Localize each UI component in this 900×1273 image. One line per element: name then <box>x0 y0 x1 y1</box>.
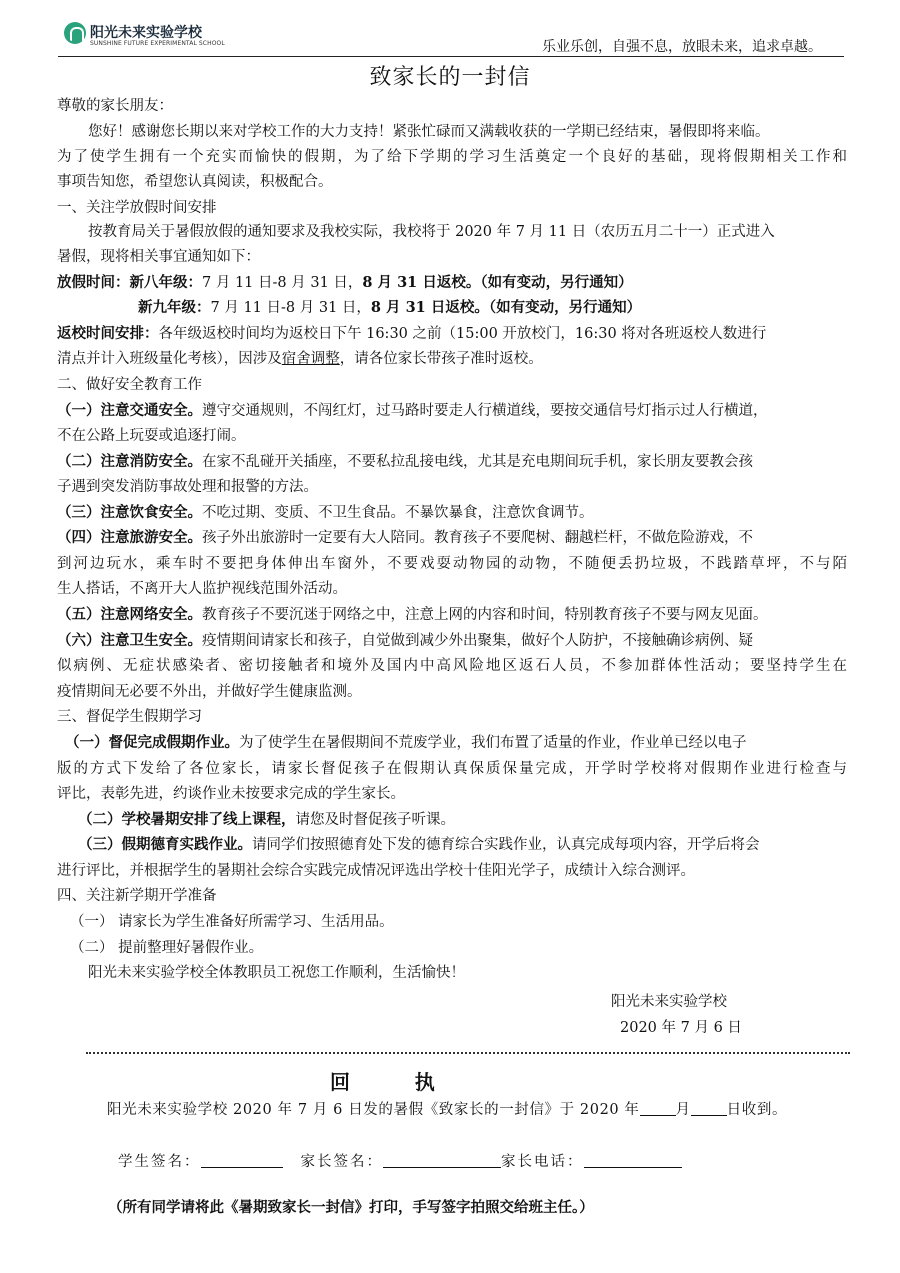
grade8-label: 新八年级： <box>129 274 202 291</box>
grade8-return: 8 月 31 日返校。（如有变动，另行通知） <box>362 274 633 291</box>
safety-item-cont: 似病例、无症状感染者、密切接触者和境外及国内中高风险地区返石人员，不参加群体性活动；要坚持学生在 <box>57 658 847 674</box>
school-logo-icon <box>64 22 86 44</box>
letter-title: 致家长的一封信 <box>369 65 531 90</box>
safety-item-cont: 疫情期间无必要不外出，并做好学生健康监测。 <box>57 684 362 700</box>
study-item-cont: 进行评比，并根据学生的暑期社会综合实践完成情况评选出学校十佳阳光学子，成绩计入综合测评。 <box>57 863 695 879</box>
school-motto: 乐业乐创，自强不息，放眼未来，追求卓越。 <box>542 39 822 55</box>
intro-line: 事项告知您，希望您认真阅读，积极配合。 <box>57 174 333 190</box>
closing-wish: 阳光未来实验学校全体教职员工祝您工作顺利，生活愉快！ <box>88 965 465 981</box>
holiday-row-grade9 <box>138 298 641 318</box>
day-blank[interactable] <box>691 1101 727 1116</box>
return-time-line: 清点并计入班级量化考核），因涉及宿舍调整，请各位家长带孩子准时返校。 <box>57 351 543 367</box>
safety-item: （四）注意旅游安全。孩子外出旅游时一定要有大人陪同。教育孩子不要爬树、翻越栏杆，不做危险游戏，不 <box>57 529 753 546</box>
grade9-return: 8 月 31 日返校。（如有变动，另行通知） <box>370 299 642 316</box>
receipt-title: 回 执 <box>330 1070 436 1094</box>
greeting: 尊敬的家长朋友： <box>57 98 173 114</box>
return-label: 返校时间安排： <box>57 325 159 342</box>
holiday-row-grade8 <box>57 273 633 293</box>
signature-row <box>118 1150 682 1171</box>
intro-line: 为了使学生拥有一个充实而愉快的假期，为了给下学期的学习生活奠定一个良好的基础，现将假期相关工作和 <box>57 149 847 165</box>
student-signature-label: 学生签名： <box>118 1154 201 1170</box>
school-logo-name: 阳光未来实验学校 <box>90 25 202 41</box>
receipt-statement: 阳光未来实验学校 2020 年 7 月 6 日发的暑假《致家长的一封信》于 2020 年 月 日收到。 <box>107 1102 788 1118</box>
parent-phone-label: 家长电话： <box>501 1154 584 1170</box>
section-heading: 二、做好安全教育工作 <box>57 377 202 393</box>
safety-item: （三）注意饮食安全。不吃过期、变质、不卫生食品。不暴饮暴食，注意饮食调节。 <box>57 504 594 521</box>
safety-item: （五）注意网络安全。教育孩子不要沉迷于网络之中，注意上网的内容和时间，特别教育孩子不要与网友见面。 <box>57 606 768 623</box>
safety-item-cont: 子遇到突发消防事故处理和报警的方法。 <box>57 479 318 495</box>
dorm-adjust-underlined: 宿舍调整 <box>281 351 340 367</box>
student-signature-blank[interactable] <box>201 1153 283 1168</box>
section-heading: 四、关注新学期开学准备 <box>57 888 217 904</box>
signature-school: 阳光未来实验学校 <box>611 994 727 1010</box>
safety-item: （一）注意交通安全。遵守交通规则，不闯红灯，过马路时要走人行横道线，要按交通信号灯指示过人行横道， <box>57 402 768 419</box>
school-logo-name-en: SUNSHINE FUTURE EXPERIMENTAL SCHOOL <box>90 40 225 47</box>
study-item: （二）学校暑期安排了线上课程，请您及时督促孩子听课。 <box>78 811 455 828</box>
study-item: （三）假期德育实践作业。请同学们按照德育处下发的德育综合实践作业，认真完成每项内容，开学后将会 <box>78 836 760 853</box>
prep-item: （一） 请家长为学生准备好所需学习、生活用品。 <box>70 914 394 930</box>
header-divider <box>58 56 844 57</box>
cut-line <box>86 1052 850 1054</box>
parent-signature-label: 家长签名： <box>300 1154 383 1170</box>
safety-item: （六）注意卫生安全。疫情期间请家长和孩子，自觉做到减少外出聚集，做好个人防护，不接触确诊病例、疑 <box>57 632 753 649</box>
holiday-label: 放假时间： <box>57 274 130 291</box>
study-item-cont: 评比，表彰先进，约谈作业未按要求完成的学生家长。 <box>57 786 405 802</box>
signature-date: 2020 年 7 月 6 日 <box>620 1020 742 1036</box>
parent-signature-blank[interactable] <box>383 1153 501 1168</box>
safety-item-cont: 生人搭话，不离开大人监护视线范围外活动。 <box>57 581 347 597</box>
grade9-label: 新九年级： <box>138 299 211 316</box>
receipt-footnote: （所有同学请将此《暑期致家长一封信》打印，手写签字拍照交给班主任。） <box>108 1199 594 1216</box>
school-logo <box>64 20 225 52</box>
grade9-dates: 7 月 11 日-8 月 31 日， <box>210 300 371 316</box>
safety-item-cont: 到河边玩水，乘车时不要把身体伸出车窗外，不要戏耍动物园的动物，不随便丢扔垃圾，不践踏草坪，不与陌 <box>57 556 847 572</box>
paragraph-line: 按教育局关于暑假放假的通知要求及我校实际，我校将于 2020 年 7 月 11 日（农历五月二十一）正式进入 <box>88 224 775 240</box>
paragraph-line: 暑假，现将相关事宜通知如下： <box>57 249 260 265</box>
safety-item-cont: 不在公路上玩耍或追逐打闹。 <box>57 428 246 444</box>
study-item-cont: 版的方式下发给了各位家长，请家长督促孩子在假期认真保质保量完成，开学时学校将对假期作业进行检查与 <box>57 761 847 777</box>
study-item: （一）督促完成假期作业。为了使学生在暑假期间不荒废学业，我们布置了适量的作业，作业单已经以电子 <box>65 734 747 751</box>
section-heading: 三、督促学生假期学习 <box>57 709 202 725</box>
grade8-dates: 7 月 11 日-8 月 31 日， <box>202 275 363 291</box>
return-time-line: 返校时间安排：各年级返校时间均为返校日下午 16:30 之前（15:00 开放校门，16:30 将对各班返校人数进行 <box>57 325 767 342</box>
month-blank[interactable] <box>640 1101 676 1116</box>
intro-line: 您好！感谢您长期以来对学校工作的大力支持！紧张忙碌而又满载收获的一学期已经结束，暑假即将来临。 <box>88 124 770 140</box>
parent-phone-blank[interactable] <box>584 1153 682 1168</box>
section-heading: 一、关注学放假时间安排 <box>57 200 217 216</box>
safety-item: （二）注意消防安全。在家不乱碰开关插座，不要私拉乱接电线，尤其是充电期间玩手机，家长朋友要教会孩 <box>57 453 753 470</box>
prep-item: （二） 提前整理好暑假作业。 <box>70 940 264 956</box>
